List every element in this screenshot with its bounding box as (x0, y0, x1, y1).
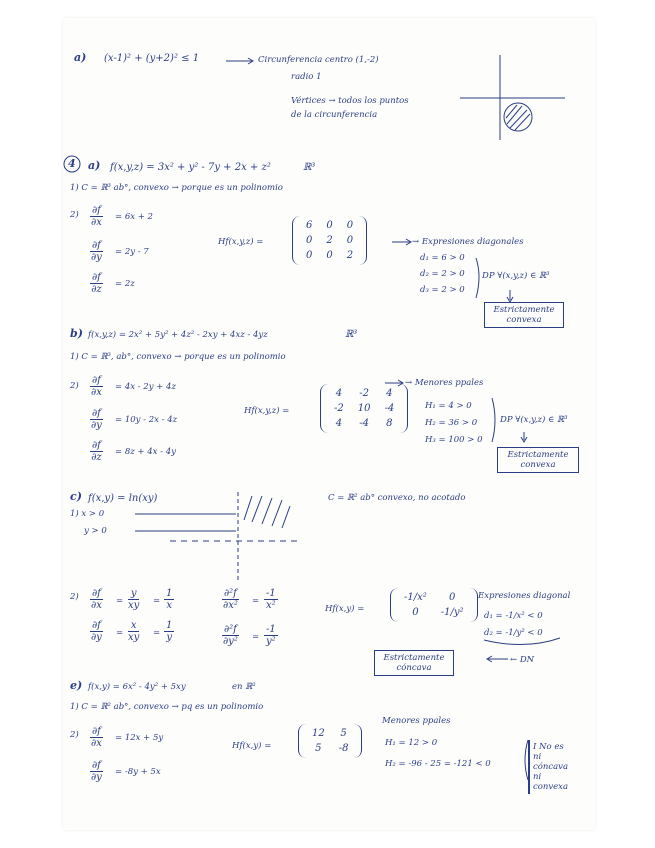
hessian-matrix: 12 5 5 -8 (298, 724, 362, 758)
deriv-y: $\frac{\partial f}{\partial y}$ (91, 760, 102, 783)
item-a-function: f(x,y,z) = 3x² + y² - 7y + 2x + z² (110, 162, 271, 173)
definite-positive: DP ∀(x,y,z) ∈ ℝ³ (482, 271, 550, 281)
deriv-x-result: = 4x - 2y + 4z (115, 382, 176, 392)
deriv-x: $\frac{\partial f}{\partial x}$ (91, 375, 102, 398)
hessian-matrix: 4 -2 4 -2 10 -4 4 -4 8 (320, 384, 408, 433)
description-line-2: radio 1 (291, 72, 322, 82)
criterion-1: d₁ = -1/x² < 0 (484, 611, 543, 621)
deriv-z-result: = 2z (115, 279, 135, 289)
vertices-line-1: Vértices → todos los puntos (291, 96, 409, 106)
deriv-y-result: = -8y + 5x (115, 767, 161, 777)
criterion-label: Menores ppales (382, 716, 451, 726)
item-b-step1: 1) C = ℝ³, ab°, convexo → porque es un polinomio (70, 352, 286, 362)
item-e-function: f(x,y) = 6x² - 4y² + 5xy (88, 682, 186, 692)
criterion-2: H₂ = 36 > 0 (425, 418, 478, 428)
second-deriv-x-value: $\frac{-1}{\text{x²}}$ (266, 588, 276, 611)
vertices-line-2: de la circunferencia (291, 110, 378, 120)
item-b-space: ℝ³ (345, 329, 358, 340)
criterion-2: d₂ = 2 > 0 (420, 269, 465, 279)
criterion-2: d₂ = -1/y² < 0 (484, 628, 543, 638)
deriv-x-result: = 12x + 5y (115, 733, 164, 743)
description-line-1: Circunferencia centro (1,-2) (258, 55, 379, 65)
deriv-x-eq: = (116, 596, 124, 606)
second-deriv-x: $\frac{\text{∂²f}}{\text{∂x²}}$ (223, 588, 238, 611)
deriv-y-simplified: $\frac{1}{y}$ (166, 620, 173, 643)
deriv-x-result: = 6x + 2 (115, 212, 153, 222)
hessian-matrix: 6 0 0 0 2 0 0 0 2 (292, 216, 367, 265)
deriv-x-frac: $\frac{y}{xy}$ (128, 588, 140, 611)
item-a-label: a) (88, 159, 101, 172)
hessian-label: Hf(x,y) = (325, 604, 365, 614)
conclusion-box: I No es ni cóncava ni convexa (528, 740, 580, 794)
exercise-number: 4 (68, 157, 76, 170)
criterion-label: → Menores ppales (405, 378, 484, 388)
deriv-y-eq: = (116, 628, 124, 638)
second-deriv-y-value: $\frac{-1}{\text{y²}}$ (266, 624, 276, 647)
deriv-y: $\frac{\partial f}{\partial y}$ (91, 408, 102, 431)
item-c-domain: C = ℝ² ab° convexo, no acotado (328, 493, 466, 503)
criterion-1: d₁ = 6 > 0 (420, 253, 465, 263)
second-deriv-x-eq: = (252, 596, 260, 606)
item-a-step1: 1) C = ℝ³ ab°, convexo → porque es un polinomio (70, 183, 283, 193)
conclusion-box: Estrictamente cóncava (374, 650, 454, 676)
deriv-z-result: = 8z + 4x - 4y (115, 447, 176, 457)
deriv-y-result: = 10y - 2x - 4z (115, 415, 178, 425)
part-a-label: a) (74, 51, 87, 64)
criterion-3: d₃ = 2 > 0 (420, 285, 465, 295)
criterion-2: H₂ = -96 - 25 = -121 < 0 (385, 759, 491, 769)
deriv-y: $\frac{\partial f}{\partial y}$ (91, 620, 102, 643)
item-b-label: b) (70, 327, 83, 340)
item-e-space: en ℝ² (232, 682, 256, 692)
item-c-step1: 1) x > 0 (70, 509, 105, 519)
item-c-label: c) (70, 490, 82, 503)
hessian-matrix: -1/x² 0 0 -1/y² (390, 588, 478, 622)
deriv-z: $\frac{\partial f}{\partial z}$ (91, 272, 102, 295)
item-c-function: f(x,y) = ln(xy) (88, 493, 158, 504)
sketch-hatch (506, 105, 530, 130)
item-e-step1: 1) C = ℝ² ab°, convexo → pq es un polinomio (70, 702, 264, 712)
second-deriv-y: $\frac{\text{∂²f}}{\text{∂y²}}$ (223, 624, 238, 647)
deriv-x: $\frac{\partial f}{\partial x}$ (91, 588, 102, 611)
item-e-label: e) (70, 679, 83, 692)
item-a-step2: 2) (70, 210, 79, 220)
item-c-step1b: y > 0 (84, 526, 107, 536)
criterion-1: H₁ = 4 > 0 (425, 401, 472, 411)
deriv-y-frac: $\frac{x}{xy}$ (128, 620, 140, 643)
definite-positive: DP ∀(x,y,z) ∈ ℝ³ (500, 415, 568, 425)
item-a-space: ℝ³ (303, 162, 316, 173)
conclusion-box: Estrictamente convexa (484, 302, 564, 328)
item-b-function: f(x,y,z) = 2x² + 5y² + 4z² - 2xy + 4xz - 4yz (88, 330, 268, 340)
inequality: (x-1)² + (y+2)² ≤ 1 (104, 53, 200, 64)
hessian-label: Hf(x,y,z) = (244, 406, 290, 416)
hessian-label: Hf(x,y,z) = (218, 237, 264, 247)
deriv-y-eq2: = (153, 628, 161, 638)
deriv-z: $\frac{\partial f}{\partial z}$ (91, 440, 102, 463)
criterion-label: Expresiones diagonal (478, 591, 571, 601)
criterion-label: → Expresiones diagonales (412, 237, 524, 247)
deriv-x: $\frac{\partial f}{\partial x}$ (91, 726, 102, 749)
item-c-step2: 2) (70, 592, 79, 602)
criterion-1: H₁ = 12 > 0 (385, 738, 438, 748)
hessian-label: Hf(x,y) = (232, 741, 272, 751)
deriv-x: $\frac{\partial f}{\partial x}$ (91, 205, 102, 228)
brace (476, 258, 479, 298)
criterion-3: H₃ = 100 > 0 (425, 435, 483, 445)
deriv-y: $\frac{\partial f}{\partial y}$ (91, 240, 102, 263)
deriv-x-eq2: = (153, 596, 161, 606)
item-e-step2: 2) (70, 730, 79, 740)
deriv-y-result: = 2y - 7 (115, 247, 149, 257)
item-b-step2: 2) (70, 381, 79, 391)
definite-negative: ← DN (510, 655, 535, 665)
second-deriv-y-eq: = (252, 632, 260, 642)
deriv-x-simplified: $\frac{1}{x}$ (166, 588, 173, 611)
conclusion-box: Estrictamente convexa (497, 447, 579, 473)
